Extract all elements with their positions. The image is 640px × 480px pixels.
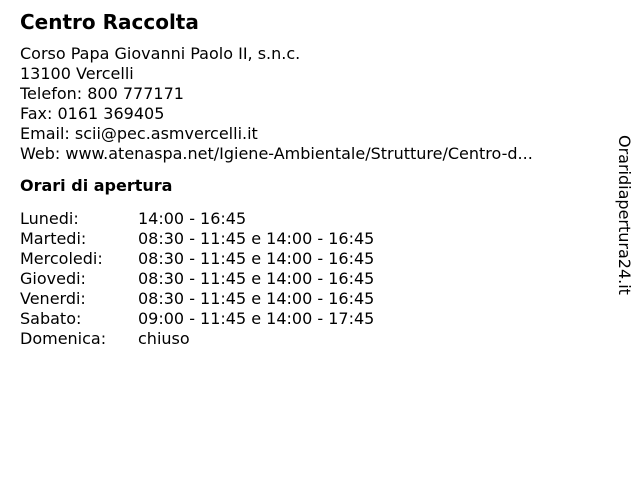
day-label: Sabato: (20, 309, 82, 329)
day-label: Venerdi: (20, 289, 86, 309)
hours-row-wednesday (20, 249, 605, 269)
day-label: Domenica: (20, 329, 107, 349)
day-label: Lunedi: (20, 209, 79, 229)
hours-row-monday (20, 209, 605, 229)
website-link[interactable]: Web: www.atenaspa.net/Igiene-Ambientale/Strutture/Centro-d... (20, 144, 533, 163)
facility-info-card (20, 10, 605, 349)
street-address: Corso Papa Giovanni Paolo II, s.n.c. (20, 44, 301, 63)
phone-number: Telefon: 800 777171 (20, 84, 184, 103)
hours-row-saturday (20, 309, 605, 329)
day-label: Giovedi: (20, 269, 86, 289)
hours-row-tuesday (20, 229, 605, 249)
opening-hours-title: Orari di apertura (20, 176, 173, 195)
facility-title: Centro Raccolta (20, 10, 199, 34)
opening-hours-list (20, 209, 605, 349)
site-watermark: Oraridiapertura24.it (615, 135, 634, 295)
day-label: Mercoledi: (20, 249, 103, 269)
hours-row-friday (20, 289, 605, 309)
hours-row-sunday (20, 329, 605, 349)
time-value: 08:30 - 11:45 e 14:00 - 16:45 (138, 229, 375, 249)
time-value: 08:30 - 11:45 e 14:00 - 16:45 (138, 289, 375, 309)
city-address: 13100 Vercelli (20, 64, 134, 83)
time-value: 08:30 - 11:45 e 14:00 - 16:45 (138, 249, 375, 269)
day-label: Martedi: (20, 229, 87, 249)
fax-number: Fax: 0161 369405 (20, 104, 165, 123)
time-value: 09:00 - 11:45 e 14:00 - 17:45 (138, 309, 375, 329)
hours-row-thursday (20, 269, 605, 289)
time-value: chiuso (138, 329, 190, 349)
email-address: Email: scii@pec.asmvercelli.it (20, 124, 258, 143)
time-value: 08:30 - 11:45 e 14:00 - 16:45 (138, 269, 375, 289)
address-block (20, 44, 605, 164)
time-value: 14:00 - 16:45 (138, 209, 247, 229)
